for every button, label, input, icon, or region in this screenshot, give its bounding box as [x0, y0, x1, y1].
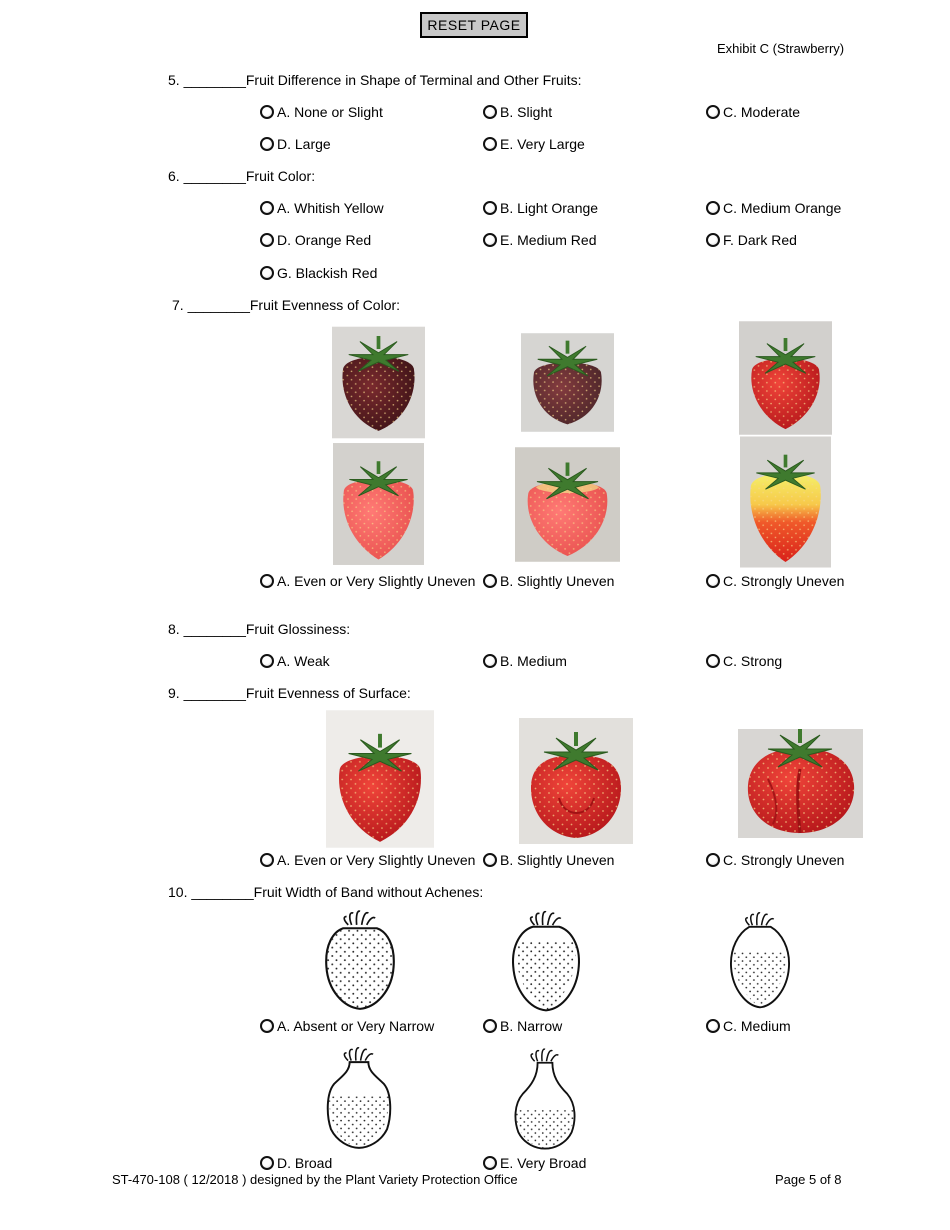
q10-title: 10. ________Fruit Width of Band without Achenes: [168, 884, 484, 900]
option-label: A. Weak [277, 653, 330, 669]
strawberry-dark-photo [332, 326, 425, 439]
strawberry-sketch-very-broad-band [508, 1046, 582, 1152]
option-label: D. Broad [277, 1155, 333, 1171]
q5-option-a[interactable] [260, 104, 383, 120]
q5-title: 5. ________Fruit Difference in Shape of Terminal and Other Fruits: [168, 72, 582, 88]
strawberry-pink-photo [333, 443, 424, 565]
q9-title: 9. ________Fruit Evenness of Surface: [168, 685, 411, 701]
radio-icon[interactable] [483, 201, 497, 215]
q10-option-b[interactable] [483, 1018, 562, 1034]
option-label: E. Very Large [500, 136, 585, 152]
option-label: A. Even or Very Slightly Uneven [277, 573, 476, 589]
option-label: G. Blackish Red [277, 265, 378, 281]
option-label: A. Absent or Very Narrow [277, 1018, 435, 1034]
q7-option-a[interactable] [260, 573, 475, 589]
option-label: D. Orange Red [277, 232, 372, 248]
strawberry-sketch-broad-band [320, 1045, 398, 1151]
radio-icon[interactable] [706, 105, 720, 119]
strawberry-sketch-narrow-band [505, 908, 587, 1016]
option-label: B. Slightly Uneven [500, 573, 615, 589]
strawberry-dark-red-photo [521, 333, 614, 432]
radio-icon[interactable] [260, 105, 274, 119]
q10-option-a[interactable] [260, 1018, 434, 1034]
radio-icon[interactable] [260, 137, 274, 151]
q6-option-d[interactable] [260, 232, 371, 248]
strawberry-orange-photo [515, 447, 620, 562]
option-label: C. Moderate [723, 104, 801, 120]
option-label: E. Medium Red [500, 232, 597, 248]
option-label: C. Strongly Uneven [723, 852, 845, 868]
strawberry-slightly-uneven-photo [519, 718, 633, 844]
option-label: E. Very Broad [500, 1155, 587, 1171]
q7-option-b[interactable] [483, 573, 614, 589]
radio-icon[interactable] [706, 654, 720, 668]
q10-option-c[interactable] [706, 1018, 791, 1034]
q6-option-c[interactable] [706, 200, 841, 216]
option-label: A. None or Slight [277, 104, 383, 120]
option-label: C. Medium [723, 1018, 791, 1034]
q9-option-b[interactable] [483, 852, 614, 868]
option-label: B. Light Orange [500, 200, 599, 216]
radio-icon[interactable] [260, 201, 274, 215]
strawberry-red-photo [739, 321, 832, 435]
option-label: A. Whitish Yellow [277, 200, 384, 216]
q9-option-c[interactable] [706, 852, 844, 868]
radio-icon[interactable] [706, 574, 720, 588]
option-label: B. Slight [500, 104, 553, 120]
radio-icon[interactable] [483, 654, 497, 668]
q8-option-b[interactable] [483, 653, 567, 669]
radio-icon[interactable] [483, 1019, 497, 1033]
strawberry-even-surface-photo [326, 710, 434, 848]
strawberry-strongly-uneven-photo [738, 729, 863, 838]
radio-icon[interactable] [483, 137, 497, 151]
q9-option-a[interactable] [260, 852, 475, 868]
exhibit-label: Exhibit C (Strawberry) [717, 41, 845, 56]
q5-option-c[interactable] [706, 104, 800, 120]
radio-icon[interactable] [706, 1019, 720, 1033]
option-label: B. Slightly Uneven [500, 852, 615, 868]
option-label: C. Strong [723, 653, 783, 669]
radio-icon[interactable] [260, 654, 274, 668]
option-label: C. Strongly Uneven [723, 573, 845, 589]
option-label: F. Dark Red [723, 232, 797, 248]
q6-option-f[interactable] [706, 232, 797, 248]
radio-icon[interactable] [483, 574, 497, 588]
radio-icon[interactable] [706, 201, 720, 215]
radio-icon[interactable] [260, 1019, 274, 1033]
strawberry-sketch-absent-band [318, 908, 402, 1014]
q6-title: 6. ________Fruit Color: [168, 168, 316, 184]
strawberry-yellow-red-photo [740, 436, 831, 568]
option-label: B. Medium [500, 653, 567, 669]
footer-form-id: ST-470-108 ( 12/2018 ) designed by the Plant Variety Protection Office [112, 1172, 518, 1187]
q5-option-b[interactable] [483, 104, 552, 120]
radio-icon[interactable] [706, 853, 720, 867]
option-label: D. Large [277, 136, 331, 152]
option-label: B. Narrow [500, 1018, 563, 1034]
radio-icon[interactable] [260, 574, 274, 588]
radio-icon[interactable] [483, 1156, 497, 1170]
q7-option-c[interactable] [706, 573, 844, 589]
q6-option-e[interactable] [483, 232, 596, 248]
q6-option-g[interactable] [260, 265, 377, 281]
q8-option-a[interactable] [260, 653, 330, 669]
q5-option-e[interactable] [483, 136, 585, 152]
q8-title: 8. ________Fruit Glossiness: [168, 621, 351, 637]
radio-icon[interactable] [260, 853, 274, 867]
radio-icon[interactable] [483, 853, 497, 867]
option-label: C. Medium Orange [723, 200, 842, 216]
q10-option-e[interactable] [483, 1155, 586, 1171]
q10-option-d[interactable] [260, 1155, 332, 1171]
radio-icon[interactable] [483, 105, 497, 119]
radio-icon[interactable] [260, 1156, 274, 1170]
radio-icon[interactable] [260, 233, 274, 247]
q5-option-d[interactable] [260, 136, 331, 152]
reset-page-button[interactable]: RESET PAGE [420, 12, 528, 38]
radio-icon[interactable] [260, 266, 274, 280]
option-label: A. Even or Very Slightly Uneven [277, 852, 476, 868]
q8-option-c[interactable] [706, 653, 782, 669]
radio-icon[interactable] [706, 233, 720, 247]
q7-title: 7. ________Fruit Evenness of Color: [172, 297, 401, 313]
page-number: Page 5 of 8 [775, 1172, 842, 1187]
q6-option-b[interactable] [483, 200, 598, 216]
strawberry-sketch-medium-band [722, 910, 798, 1012]
radio-icon[interactable] [483, 233, 497, 247]
q6-option-a[interactable] [260, 200, 384, 216]
